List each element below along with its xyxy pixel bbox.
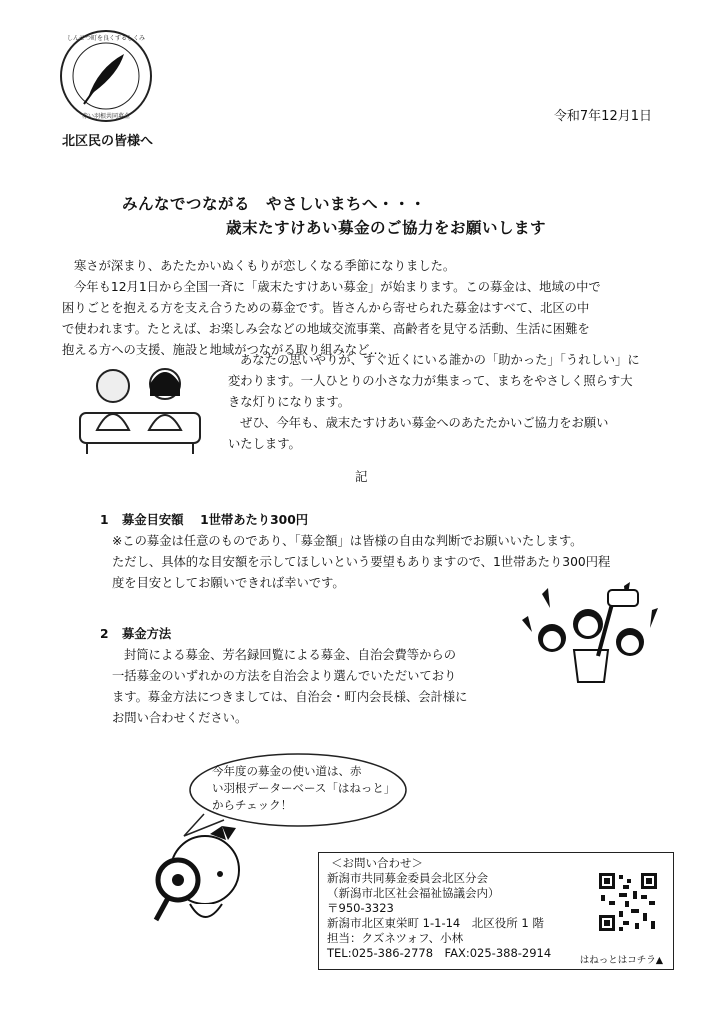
intro-paragraph — [62, 256, 682, 361]
magnifier-character-illustration — [150, 820, 250, 940]
qr-code[interactable] — [597, 871, 659, 933]
section-line: ます。募金方法につきましては、自治会・町内会長様、会計様に — [112, 690, 468, 704]
section-heading: 募金目安額 1世帯あたり300円 — [122, 513, 309, 527]
section-line: お問い合わせください。 — [112, 711, 248, 725]
logo-ring-text: しんせつ町を良くするしくみ — [66, 35, 146, 42]
elderly-couple-illustration — [75, 358, 205, 458]
ki-marker: 記 — [355, 469, 368, 484]
contact-line: （新潟市北区社会福祉協議会内） — [327, 886, 500, 900]
section-number: 2 — [100, 627, 109, 641]
section-line: 一括募金のいずれかの方法を自治会より選んでいただいており — [112, 669, 457, 683]
intro-line: で使われます。たとえば、お楽しみ会などの地域交流事業、高齢者を見守る活動、生活に困難を — [62, 322, 590, 336]
intro-line: 寒さが深まり、あたたかいぬくもりが恋しくなる季節になりました。 — [74, 259, 456, 273]
intro-line: 抱える方への支援、施設と地域がつながる取り組みなど… — [62, 343, 382, 357]
bubble-text — [212, 763, 396, 814]
section-heading: 募金方法 — [122, 627, 172, 641]
para2-line: ぜひ、今年も、歳末たすけあい募金へのあたたかいご協力をお願い — [240, 416, 609, 430]
section-donation-method — [100, 624, 520, 729]
date: 令和7年12月1日 — [553, 109, 652, 124]
logo-bottom-text: 赤い羽根共同募金 — [81, 113, 131, 120]
bubble-line: い羽根データーベース「はねっと」 — [212, 781, 396, 795]
red-feather-logo — [58, 28, 154, 124]
section-line: ただし、具体的な目安額を示してほしいという要望もありますので、1世帯あたり300円程 — [112, 555, 611, 569]
section-line: 封筒による募金、芳名録回覧による募金、自治会費等からの — [124, 648, 457, 662]
bubble-line: 今年度の募金の使い道は、赤 — [212, 764, 362, 778]
para2-line: あなたの思いやりが、すぐ近くにいる誰かの「助かった」「うれしい」に — [240, 353, 640, 367]
contact-heading: ＜お問い合わせ＞ — [331, 856, 423, 870]
section-line: 度を目安としてお願いできれば幸いです。 — [112, 576, 345, 590]
qr-label: はねっとはコチラ▲ — [579, 955, 663, 966]
contact-line: TEL:025-386-2778 FAX:025-388-2914 — [327, 946, 552, 960]
bubble-line: からチェック！ — [212, 798, 293, 812]
intro-line: 困りごとを抱える方を支え合うための募金です。皆さんから寄せられた募金はすべて、北区の中 — [62, 301, 590, 315]
contact-line: 新潟市共同募金委員会北区分会 — [327, 871, 488, 885]
contact-line: 新潟市北区東栄町 1-1-14 北区役所 1 階 — [327, 916, 544, 930]
greeting: 北区民の皆様へ — [62, 134, 154, 149]
intro-line: 今年も12月1日から全国一斉に「歳末たすけあい募金」が始まります。この募金は、地域の中で — [74, 280, 601, 294]
para2-line: いたします。 — [228, 437, 301, 451]
mochi-pounding-kids-illustration — [512, 580, 662, 690]
section-number: 1 — [100, 513, 109, 527]
contact-box — [318, 852, 674, 970]
intro-paragraph-2 — [228, 350, 688, 455]
para2-line: きな灯りになります。 — [228, 395, 350, 409]
contact-line: 〒950-3323 — [327, 901, 394, 915]
title-line-2: 歳末たすけあい募金のご協力をお願いします — [226, 219, 547, 237]
contact-line: 担当：クズネツォフ、小林 — [327, 931, 464, 945]
title-line-1: みんなでつながる やさしいまちへ・・・ — [122, 195, 427, 213]
para2-line: 変わります。一人ひとりの小さな力が集まって、まちをやさしく照らす大 — [228, 374, 633, 388]
section-line: ※この募金は任意のものであり、「募金額」は皆様の自由な判断でお願いいたします。 — [112, 534, 583, 548]
